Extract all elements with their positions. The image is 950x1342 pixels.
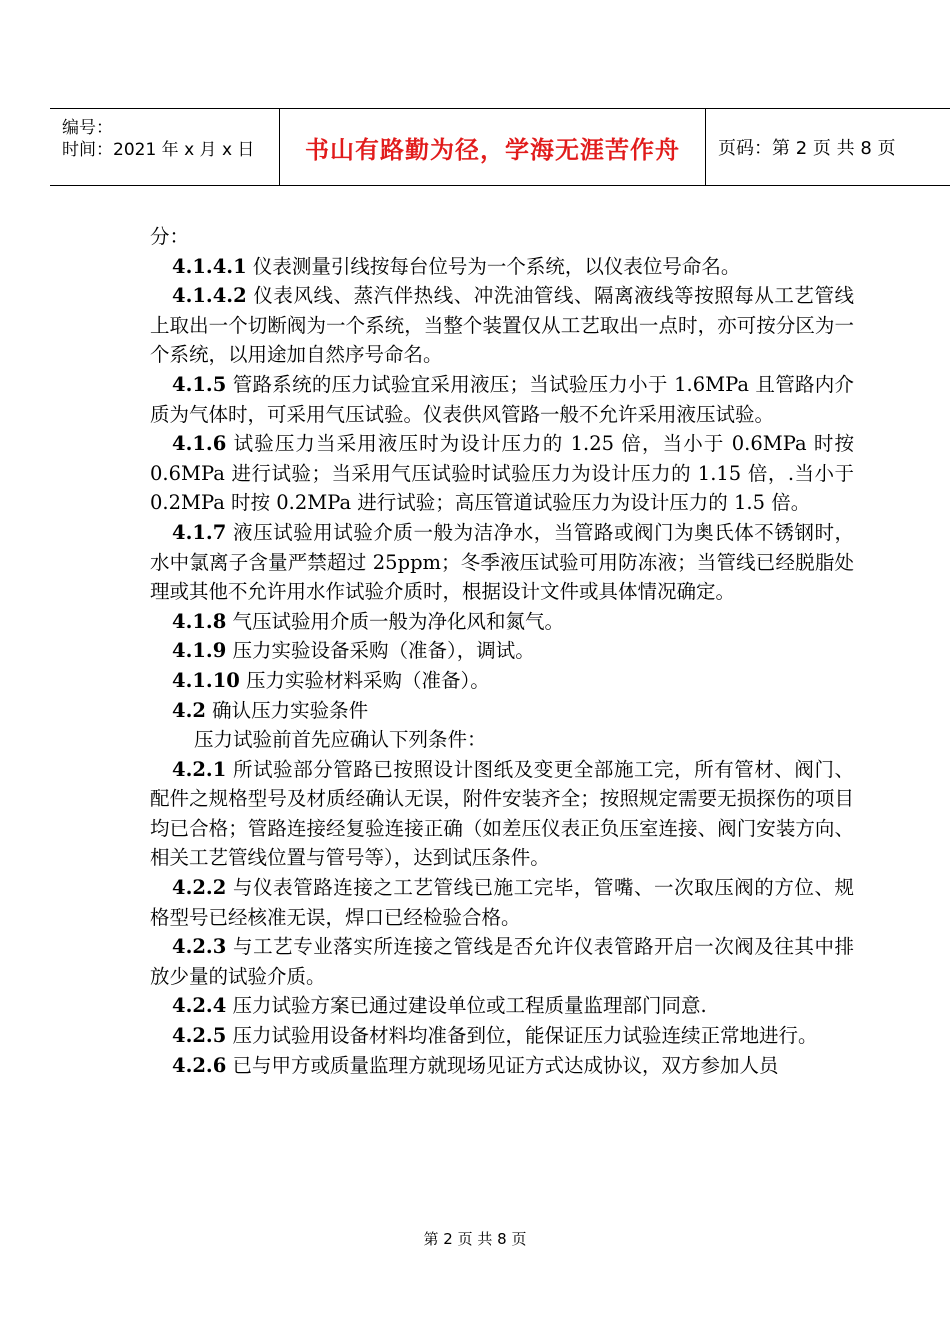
clause-number: 4.2.1 [172,757,227,781]
document-body [150,222,854,1080]
clause-number: 4.1.4.1 [172,254,247,278]
clause-number: 4.2.2 [172,876,227,900]
paragraph [150,607,854,637]
paragraph [150,1021,854,1051]
clause-text: 气压试验用介质一般为净化风和氮气。 [226,609,564,633]
header-info-cell [50,109,280,185]
clause-text: 压力实验材料采购（准备）。 [239,668,490,692]
clause-number: 4.1.6 [172,432,227,456]
paragraph [150,370,854,429]
clause-number: 4.2 [172,698,206,722]
clause-text: 管路系统的压力试验宜采用液压；当试验压力小于 1.6MPa 且管路内介质为气体时，可采用气压试验。仪表供风管路一般不允许采用液压试验。 [150,372,854,426]
header-motto: 书山有路勤为径，学海无涯苦作舟 [280,109,706,185]
clause-number: 4.2.6 [172,1053,227,1077]
paragraph [150,991,854,1021]
clause-number: 4.2.4 [172,994,227,1018]
page-footer: 第 2 页 共 8 页 [423,1230,527,1248]
clause-text: 压力实验设备采购（准备），调试。 [226,639,535,663]
paragraph [150,429,854,518]
clause-text: 已与甲方或质量监理方就现场见证方式达成协议，双方参加人员 [226,1053,779,1077]
time-label: 时间：2021 年 x 月 x 日 [62,140,255,160]
clause-text: 压力试验用设备材料均准备到位，能保证压力试验连续正常地进行。 [226,1024,818,1048]
clause-number: 4.1.9 [172,639,227,663]
paragraph [150,873,854,932]
paragraph [150,755,854,873]
clause-number: 4.1.10 [172,668,240,692]
paragraph [150,666,854,696]
paragraph [150,932,854,991]
clause-number: 4.1.5 [172,372,227,396]
paragraph: 分： [150,225,190,248]
clause-number: 4.1.4.2 [172,284,247,308]
clause-text: 所试验部分管路已按照设计图纸及变更全部施工完，所有管材、阀门、配件之规格型号及材质经确认无误，附件安装齐全；按照规定需要无损探伤的项目均已合格；管路连接经复验连接正确（如差压仪表正负压室连接、阀门安装方向、相关工艺管线位置与管号等），达到试压条件。 [150,757,854,870]
code-label: 编号： [62,118,113,138]
paragraph [150,281,854,370]
clause-text: 液压试验用试验介质一般为洁净水，当管路或阀门为奥氏体不锈钢时，水中氯离子含量严禁超过 25ppm；冬季液压试验可用防冻液；当管线已经脱脂处理或其他不允许用水作试验介质时，根据设计文件或具体情况确定。 [150,520,854,604]
clause-text: 试验压力当采用液压时为设计压力的 1.25 倍，当小于 0.6MPa 时按 0.6MPa 进行试验；当采用气压试验时试验压力为设计压力的 1.15 倍，.当小于 0.2MPa 时按 0.2MPa 进行试验；高压管道试验压力为设计压力的 1.5 倍。 [150,432,854,515]
section-heading [150,696,854,726]
clause-number: 4.2.5 [172,1024,227,1048]
clause-number: 4.2.3 [172,935,227,959]
clause-text: 仪表风线、蒸汽伴热线、冲洗油管线、隔离液线等按照每从工艺管线上取出一个切断阀为一个系统，当整个装置仅从工艺取出一点时，亦可按分区为一个系统，以用途加自然序号命名。 [150,284,854,367]
paragraph [150,1051,854,1081]
clause-text: 压力试验方案已通过建设单位或工程质量监理部门同意. [226,994,707,1018]
paragraph [150,252,854,282]
clause-text: 与工艺专业落实所连接之管线是否允许仪表管路开启一次阀及往其中排放少量的试验介质。 [150,935,854,988]
clause-text: 与仪表管路连接之工艺管线已施工完毕，管嘴、一次取压阀的方位、规格型号已经核准无误，焊口已经检验合格。 [150,876,854,929]
clause-number: 4.1.8 [172,609,227,633]
clause-text: 仪表测量引线按每台位号为一个系统，以仪表位号命名。 [246,254,741,278]
paragraph: 压力试验前首先应确认下列条件： [194,728,487,752]
clause-number: 4.1.7 [172,520,227,544]
header-page-label: 页码：第 2 页 共 8 页 [718,138,896,159]
page-header-table [50,108,950,186]
clause-text: 确认压力实验条件 [205,698,369,722]
paragraph [150,636,854,666]
paragraph [150,518,854,607]
